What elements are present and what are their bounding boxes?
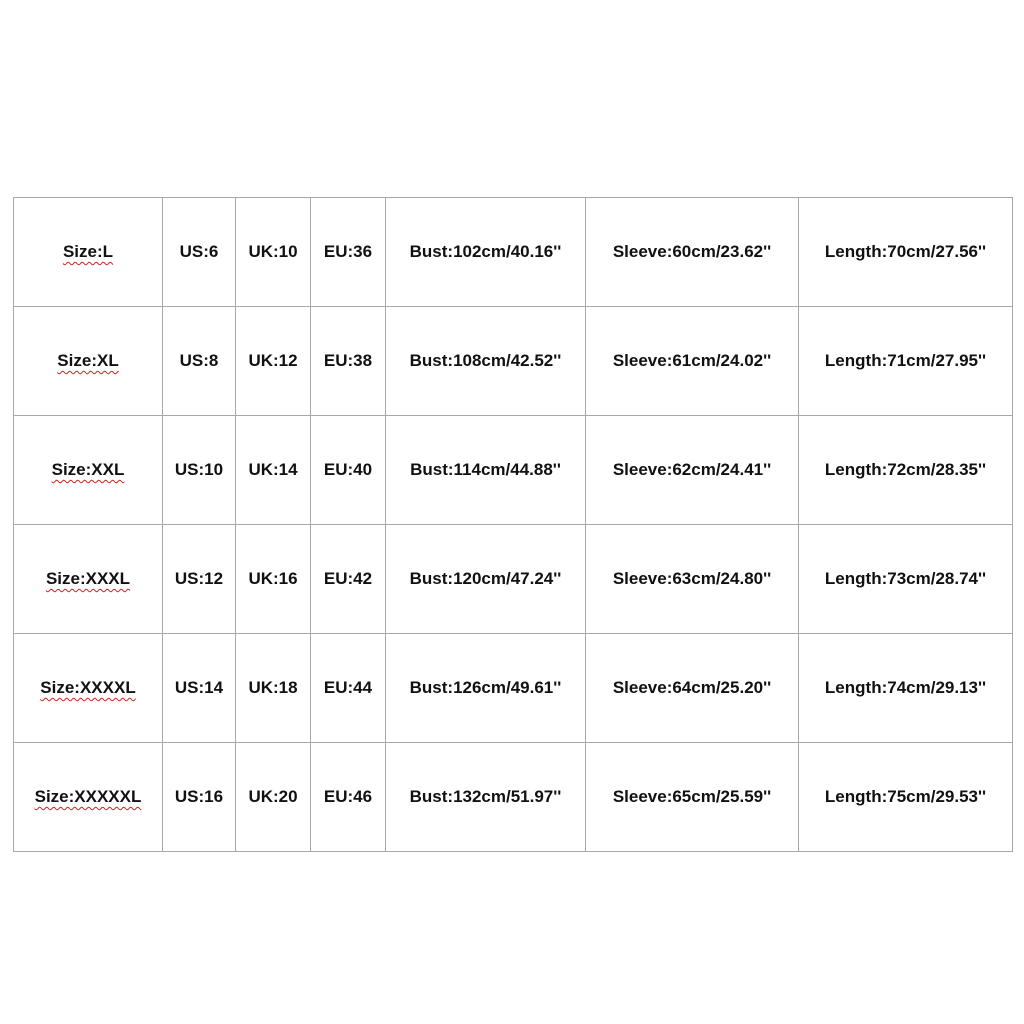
size-cell xyxy=(14,416,163,525)
uk-size-cell: UK:10 xyxy=(236,198,311,307)
size-label: Size:XL xyxy=(57,351,119,370)
sleeve-cell: Sleeve:61cm/24.02'' xyxy=(586,307,799,416)
bust-cell: Bust:126cm/49.61'' xyxy=(386,634,586,743)
size-label: Size:XXXXL xyxy=(40,678,136,697)
sleeve-cell: Sleeve:62cm/24.41'' xyxy=(586,416,799,525)
size-label: Size:XXXL xyxy=(45,569,131,588)
length-cell: Length:73cm/28.74'' xyxy=(799,525,1013,634)
eu-size-cell: EU:44 xyxy=(311,634,386,743)
size-cell xyxy=(14,743,163,852)
length-cell: Length:71cm/27.95'' xyxy=(799,307,1013,416)
us-size-cell: US:14 xyxy=(163,634,236,743)
us-size-cell: US:10 xyxy=(163,416,236,525)
us-size-cell: US:8 xyxy=(163,307,236,416)
bust-cell: Bust:108cm/42.52'' xyxy=(386,307,586,416)
table-row xyxy=(14,198,1013,307)
table-row xyxy=(14,743,1013,852)
eu-size-cell: EU:38 xyxy=(311,307,386,416)
uk-size-cell: UK:12 xyxy=(236,307,311,416)
uk-size-cell: UK:18 xyxy=(236,634,311,743)
eu-size-cell: EU:36 xyxy=(311,198,386,307)
size-chart-table xyxy=(13,197,1013,852)
us-size-cell: US:12 xyxy=(163,525,236,634)
eu-size-cell: EU:46 xyxy=(311,743,386,852)
length-cell: Length:72cm/28.35'' xyxy=(799,416,1013,525)
length-cell: Length:74cm/29.13'' xyxy=(799,634,1013,743)
eu-size-cell: EU:40 xyxy=(311,416,386,525)
us-size-cell: US:16 xyxy=(163,743,236,852)
size-cell xyxy=(14,634,163,743)
bust-cell: Bust:114cm/44.88'' xyxy=(386,416,586,525)
size-cell xyxy=(14,198,163,307)
bust-cell: Bust:132cm/51.97'' xyxy=(386,743,586,852)
uk-size-cell: UK:16 xyxy=(236,525,311,634)
bust-cell: Bust:120cm/47.24'' xyxy=(386,525,586,634)
table-row xyxy=(14,307,1013,416)
sleeve-cell: Sleeve:60cm/23.62'' xyxy=(586,198,799,307)
size-label: Size:XXXXXL xyxy=(34,787,142,806)
uk-size-cell: UK:20 xyxy=(236,743,311,852)
size-label: Size:XXL xyxy=(51,460,125,479)
size-cell xyxy=(14,307,163,416)
us-size-cell: US:6 xyxy=(163,198,236,307)
table-row xyxy=(14,634,1013,743)
size-label: Size:L xyxy=(62,242,114,261)
length-cell: Length:70cm/27.56'' xyxy=(799,198,1013,307)
size-cell xyxy=(14,525,163,634)
sleeve-cell: Sleeve:64cm/25.20'' xyxy=(586,634,799,743)
sleeve-cell: Sleeve:63cm/24.80'' xyxy=(586,525,799,634)
bust-cell: Bust:102cm/40.16'' xyxy=(386,198,586,307)
eu-size-cell: EU:42 xyxy=(311,525,386,634)
table-row xyxy=(14,525,1013,634)
length-cell: Length:75cm/29.53'' xyxy=(799,743,1013,852)
uk-size-cell: UK:14 xyxy=(236,416,311,525)
table-row xyxy=(14,416,1013,525)
sleeve-cell: Sleeve:65cm/25.59'' xyxy=(586,743,799,852)
